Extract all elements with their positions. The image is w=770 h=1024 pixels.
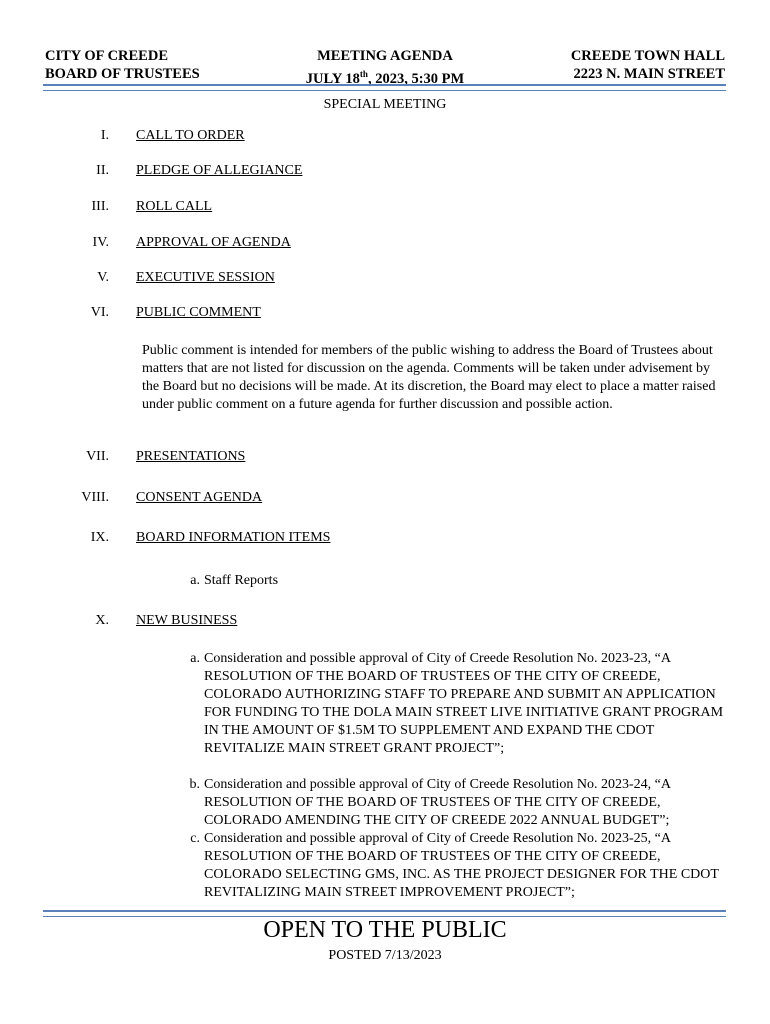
sub-item-text: Consideration and possible approval of City of Creede Resolution No. 2023-23, “A RESOLUTION OF THE BOARD OF TRUSTEES OF THE CITY OF CREEDE, COLORADO AUTHORIZING STAFF TO PREPARE AND SUBMIT AN APPLICATION FOR FUNDING TO THE DOLA MAIN STREET LIVE INITIATIVE GRANT PROGRAM IN THE AMOUNT OF $1.5M TO SUPPLEMENT AND EXPAND THE CDOT REVITALIZE MAIN STREET GRANT PROJECT”; bbox=[204, 651, 724, 756]
item-numeral: IX. bbox=[90, 530, 109, 545]
board-name: BOARD OF TRUSTEES bbox=[45, 66, 200, 82]
item-numeral: V. bbox=[97, 270, 109, 285]
public-comment-text: Public comment is intended for members of the public wishing to address the Board of Trustees about matters that are not listed for discussion on the agenda. Comments will be taken under advisement by the Board but no decisions will be made. At its discretion, the Board may elect to place a matter raised under public comment on a future agenda for further discussion and possible action. bbox=[142, 343, 716, 412]
sub-item-text: Staff Reports bbox=[204, 573, 279, 588]
item-title: BOARD INFORMATION ITEMS bbox=[136, 530, 331, 545]
city-name: CITY OF CREEDE bbox=[45, 48, 168, 64]
item-numeral: IV. bbox=[92, 235, 109, 250]
item-title: APPROVAL OF AGENDA bbox=[136, 235, 291, 250]
footer-title: OPEN TO THE PUBLIC bbox=[263, 917, 507, 943]
item-numeral: VI. bbox=[90, 305, 109, 320]
item-numeral: X. bbox=[95, 613, 109, 628]
sub-item-text: Consideration and possible approval of City of Creede Resolution No. 2023-25, “A RESOLUTION OF THE BOARD OF TRUSTEES OF THE CITY OF CREEDE, COLORADO SELECTING GMS, INC. AS THE PROJECT DESIGNER FOR THE CDOT REVITALIZING MAIN STREET IMPROVEMENT PROJECT”; bbox=[204, 831, 719, 900]
item-title: EXECUTIVE SESSION bbox=[136, 270, 275, 285]
sub-item-letter: a. bbox=[190, 573, 200, 588]
sub-item-letter: a. bbox=[190, 651, 200, 666]
item-title: PLEDGE OF ALLEGIANCE bbox=[136, 163, 303, 178]
item-title: PUBLIC COMMENT bbox=[136, 305, 261, 320]
item-title: CONSENT AGENDA bbox=[136, 490, 263, 505]
venue-name: CREEDE TOWN HALL bbox=[570, 48, 725, 64]
sub-item-text: Consideration and possible approval of City of Creede Resolution No. 2023-24, “A RESOLUTION OF THE BOARD OF TRUSTEES OF THE CITY OF CREEDE, COLORADO AMENDING THE CITY OF CREEDE 2022 ANNUAL BUDGET”; bbox=[204, 777, 671, 828]
header-divider bbox=[43, 84, 726, 91]
venue-address: 2223 N. MAIN STREET bbox=[573, 66, 725, 82]
item-numeral: VII. bbox=[86, 449, 109, 464]
item-title: PRESENTATIONS bbox=[136, 449, 246, 464]
sub-item-letter: b. bbox=[189, 777, 200, 792]
footer-divider bbox=[43, 910, 726, 917]
sub-item-letter: c. bbox=[190, 831, 200, 846]
item-title: NEW BUSINESS bbox=[136, 613, 238, 628]
meeting-type: SPECIAL MEETING bbox=[323, 97, 447, 112]
item-numeral: VIII. bbox=[81, 490, 109, 505]
item-title: ROLL CALL bbox=[136, 199, 213, 214]
posted-date: POSTED 7/13/2023 bbox=[328, 948, 442, 963]
agenda-title: MEETING AGENDA bbox=[317, 48, 453, 64]
item-numeral: II. bbox=[96, 163, 109, 178]
item-numeral: I. bbox=[100, 128, 109, 143]
meeting-datetime: JULY 18th, 2023, 5:30 PM bbox=[305, 69, 465, 87]
header-left bbox=[45, 47, 200, 83]
item-title: CALL TO ORDER bbox=[136, 128, 245, 143]
header-center bbox=[250, 47, 520, 88]
header-right bbox=[571, 47, 725, 83]
item-numeral: III. bbox=[91, 199, 109, 214]
